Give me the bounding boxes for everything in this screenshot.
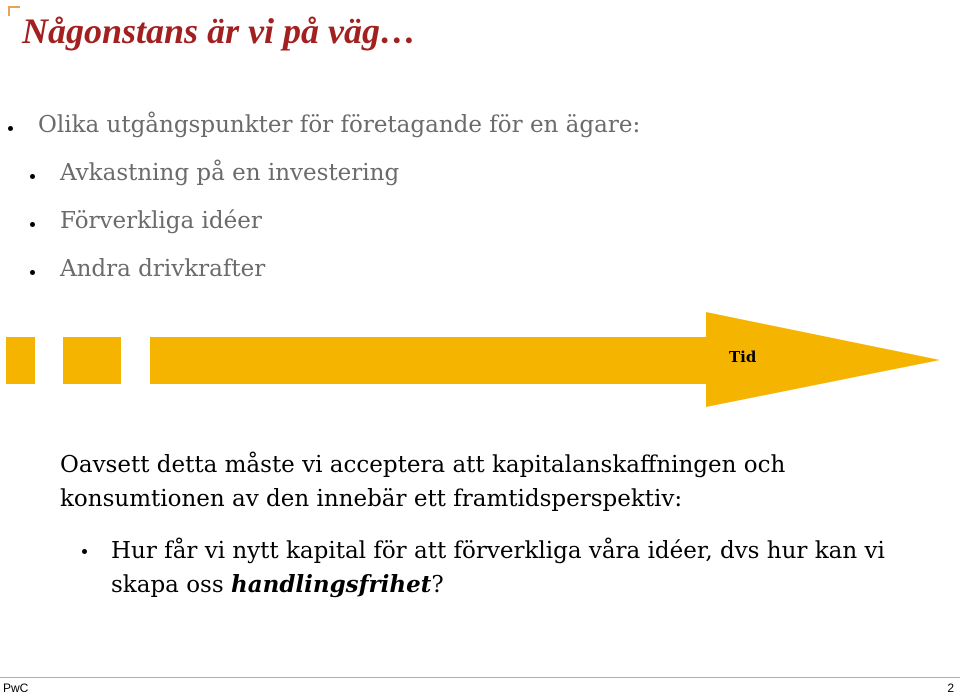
sub-bullet-end: ? bbox=[431, 572, 444, 598]
bullet-dot bbox=[30, 270, 35, 275]
bullet-item-text: Andra drivkrafter bbox=[60, 256, 266, 282]
bullet-item-text: Förverkliga idéer bbox=[60, 208, 262, 234]
bullet-dot bbox=[30, 222, 35, 227]
sub-bullet-emphasis: handlingsfrihet bbox=[230, 571, 432, 598]
timeline-arrow bbox=[150, 312, 940, 407]
bullet-item bbox=[60, 208, 262, 234]
page-number: 2 bbox=[947, 681, 954, 695]
bullet-item-text: Avkastning på en investering bbox=[60, 160, 400, 186]
bullet-dot bbox=[82, 549, 87, 554]
footer-brand: PwC bbox=[3, 681, 29, 695]
bullet-item bbox=[60, 256, 265, 282]
corner-mark bbox=[8, 6, 20, 16]
bullet-intro-text: Olika utgångspunkter för företagande för en ägare: bbox=[38, 112, 641, 138]
sub-bullet bbox=[111, 534, 931, 602]
bullet-dot bbox=[30, 174, 35, 179]
timeline-block-small-1 bbox=[6, 337, 35, 384]
footer-line bbox=[0, 677, 960, 678]
timeline-block-small-2 bbox=[63, 337, 121, 384]
timeline-label: Tid bbox=[729, 348, 757, 366]
slide-title: Någonstans är vi på väg… bbox=[22, 11, 417, 51]
bullet-intro bbox=[38, 112, 640, 138]
paragraph: Oavsett detta måste vi acceptera att kapitalanskaffningen och konsumtionen av den innebär ett framtidsperspektiv: bbox=[60, 452, 786, 512]
bullet-dot bbox=[8, 126, 13, 131]
bullet-item bbox=[60, 160, 399, 186]
sub-bullet-text: Hur får vi nytt kapital för att förverkliga våra idéer, dvs hur kan vi skapa oss bbox=[111, 538, 885, 598]
